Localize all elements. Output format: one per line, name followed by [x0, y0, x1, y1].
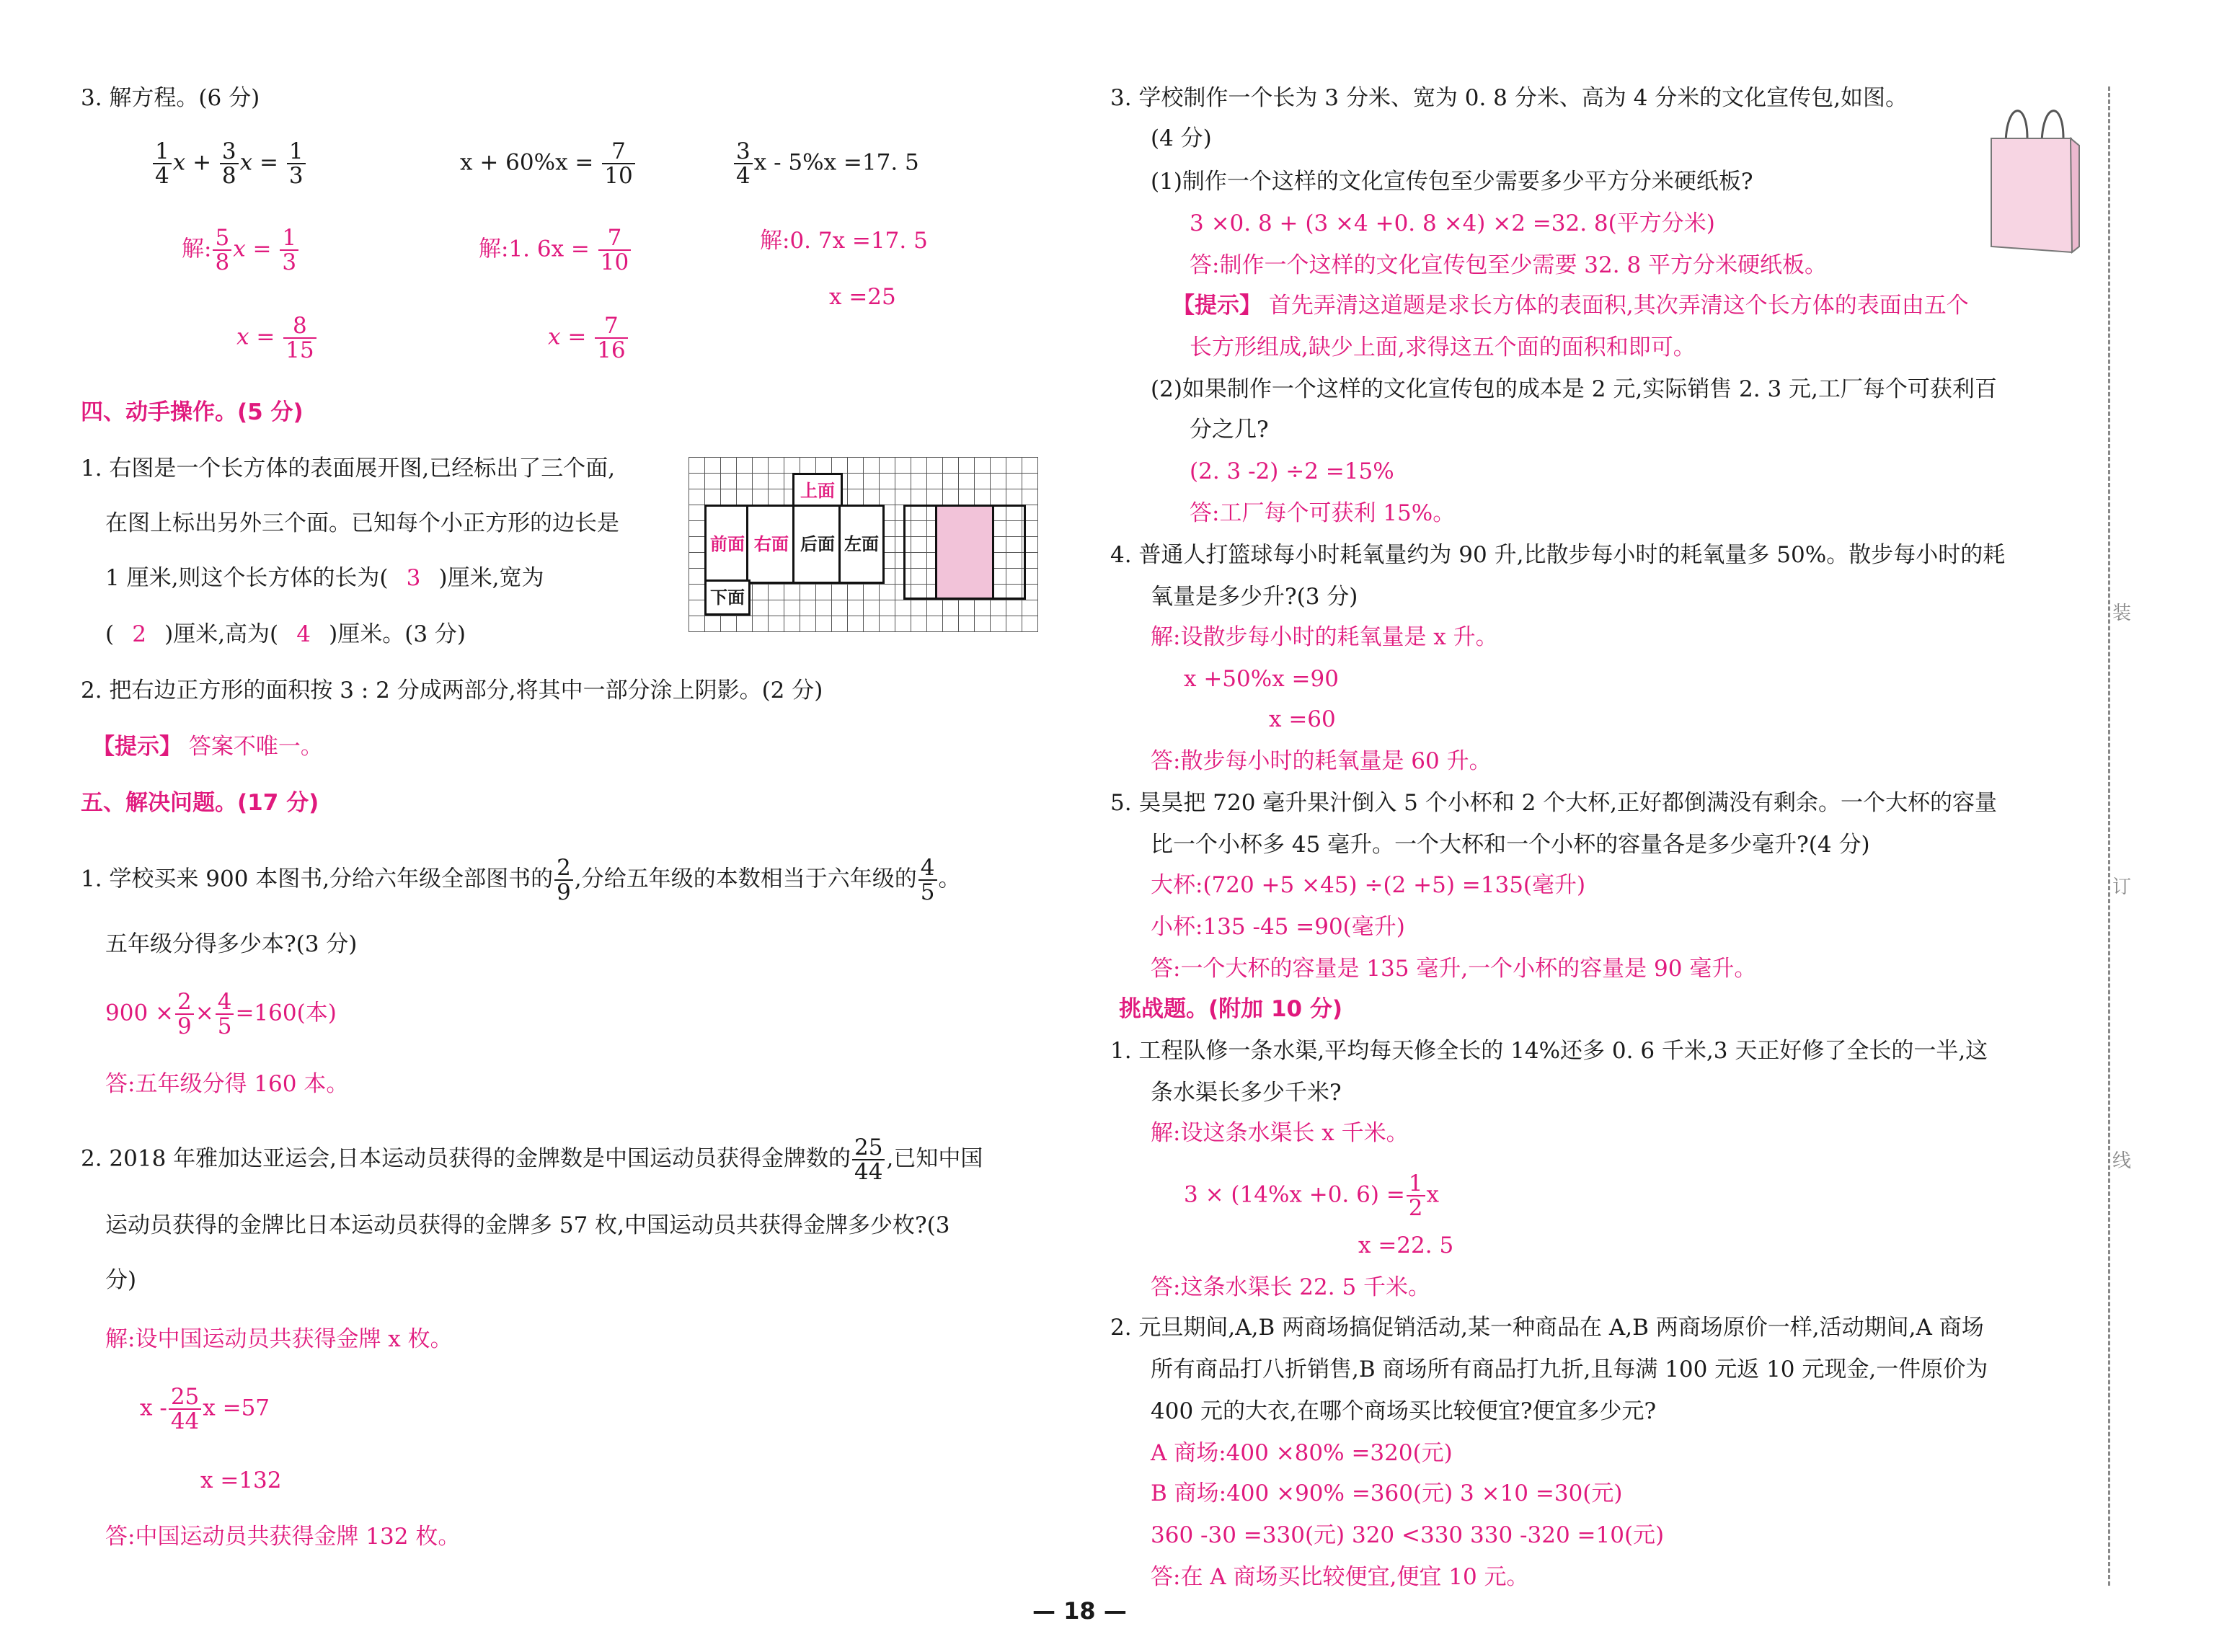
- net-face-back: 后面: [792, 505, 843, 584]
- answer-height: 4: [296, 621, 311, 647]
- q5-2-solution-3: x =132: [200, 1467, 282, 1493]
- q4-2-tip: 【提示】 答案不唯一。: [92, 734, 323, 760]
- q4-1-line-1: 1. 右图是一个长方体的表面展开图,已经标出了三个面,: [81, 456, 616, 481]
- r-q3-line-2: (4 分): [1151, 125, 1212, 151]
- shopping-bag-illustration: [1984, 95, 2085, 254]
- q5-2-line-1: 2. 2018 年雅加达亚运会,日本运动员获得的金牌数是中国运动员获得金牌数的 $\frac{25}{44}$ ,已知中国: [81, 1134, 983, 1185]
- q5-2-line-3: 分): [105, 1267, 137, 1293]
- q5-1-line-1: 1. 学校买来 900 本图书,分给六年级全部图书的 $\frac{2}{9}$ ,分给五年级的本数相当于六年级的 $\frac{4}{5}$ 。: [81, 855, 961, 905]
- c1-solution-2: 3 × (14%x +0. 6) = $\frac{1}{2}$ x: [1184, 1171, 1440, 1221]
- equation-2: x + 60%x = $\frac{7}{10}$: [460, 140, 637, 187]
- r-q5-solution-1: 大杯:(720 +5 ×45) ÷(2 +5) =135(毫升): [1151, 872, 1586, 898]
- r-q3-2-solution: (2. 3 -2) ÷2 =15%: [1190, 458, 1394, 484]
- q5-1-answer: 答:五年级分得 160 本。: [105, 1071, 349, 1097]
- c2-line-1: 2. 元旦期间,A,B 两商场搞促销活动,某一种商品在 A,B 两商场原价一样,活动期间,A 商场: [1110, 1315, 1984, 1341]
- shaded-part: [935, 505, 994, 600]
- r-q5-line-2: 比一个小杯多 45 毫升。一个大杯和一个小杯的容量各是多少毫升?(4 分): [1151, 832, 1870, 858]
- equation-1-step-1: 解: $\frac{5}{8}$ x = $\frac{1}{3}$: [182, 226, 300, 274]
- answer-width: 2: [132, 621, 146, 647]
- net-face-right: 右面: [746, 505, 797, 584]
- r-q3-1: (1)制作一个这样的文化宣传包至少需要多少平方分米硬纸板?: [1151, 169, 1753, 195]
- q5-2-line-2: 运动员获得的金牌比日本运动员获得的金牌多 57 枚,中国运动员共获得金牌多少枚?(3: [105, 1212, 950, 1238]
- r-q3-tip-line-1: 【提示】 首先弄清这道题是求长方体的表面积,其次弄清这个长方体的表面由五个: [1172, 293, 1969, 319]
- binding-dashed-line: [2108, 86, 2110, 1586]
- q5-1-line-2: 五年级分得多少本?(3 分): [105, 931, 358, 957]
- equation-3: $\frac{3}{4}$ x - 5%x =17. 5: [732, 140, 919, 187]
- page-number: — 18 —: [1032, 1597, 1127, 1625]
- r-q5-line-1: 5. 昊昊把 720 毫升果汁倒入 5 个小杯和 2 个大杯,正好都倒满没有剩余。一个大杯的容量: [1110, 790, 1998, 816]
- c2-line-3: 400 元的大衣,在哪个商场买比较便宜?便宜多少元?: [1151, 1398, 1657, 1424]
- c2-line-2: 所有商品打八折销售,B 商场所有商品打九折,且每满 100 元返 10 元现金,一件原价为: [1151, 1356, 1988, 1382]
- equation-3-step-1: 解:0. 7x =17. 5: [760, 228, 928, 254]
- net-face-top: 上面: [792, 473, 843, 509]
- r-q3-1-answer: 答:制作一个这样的文化宣传包至少需要 32. 8 平方分米硬纸板。: [1190, 252, 1828, 278]
- binding-label-2: 订: [2112, 876, 2132, 898]
- r-q3-line-1: 3. 学校制作一个长为 3 分米、宽为 0. 8 分米、高为 4 分米的文化宣传包,如图。: [1110, 85, 1908, 111]
- c1-solution-1: 解:设这条水渠长 x 千米。: [1151, 1120, 1409, 1146]
- c1-solution-3: x =22. 5: [1358, 1233, 1454, 1258]
- r-q4-solution-1: 解:设散步每小时的耗氧量是 x 升。: [1151, 624, 1498, 650]
- equation-3-step-2: x =25: [829, 284, 896, 310]
- equation-2-step-2: x = $\frac{7}{16}$: [548, 314, 629, 362]
- q3-title: 3. 解方程。(6 分): [81, 85, 260, 111]
- equation-2-step-1: 解:1. 6x = $\frac{7}{10}$: [479, 226, 632, 274]
- q5-1-solution: 900 × $\frac{2}{9}$ × $\frac{4}{5}$ =160(本): [105, 989, 337, 1039]
- q4-1-line-4: ( 2 )厘米,高为( 4 )厘米。(3 分): [105, 621, 466, 647]
- c2-solution-2: B 商场:400 ×90% =360(元) 3 ×10 =30(元): [1151, 1480, 1623, 1506]
- q4-2: 2. 把右边正方形的面积按 3 : 2 分成两部分,将其中一部分涂上阴影。(2 分): [81, 678, 823, 703]
- equation-1: $\frac{1}{4}$ x + $\frac{3}{8}$ x = $\frac{1}{3}$: [151, 140, 307, 187]
- r-q5-answer: 答:一个大杯的容量是 135 毫升,一个小杯的容量是 90 毫升。: [1151, 956, 1757, 982]
- equation-1-step-2: x = $\frac{8}{15}$: [236, 314, 318, 362]
- q5-2-solution-2: x - $\frac{25}{44}$ x =57: [140, 1384, 270, 1434]
- r-q3-2-line-1: (2)如果制作一个这样的文化宣传包的成本是 2 元,实际销售 2. 3 元,工厂每个可获利百: [1151, 376, 1997, 402]
- r-q4-solution-3: x =60: [1269, 706, 1336, 732]
- q4-1-line-3: 1 厘米,则这个长方体的长为( 3 )厘米,宽为: [105, 565, 544, 591]
- r-q4-solution-2: x +50%x =90: [1184, 666, 1339, 692]
- section-5-title: 五、解决问题。(17 分): [81, 790, 319, 816]
- r-q3-2-answer: 答:工厂每个可获利 15%。: [1190, 500, 1456, 526]
- r-q3-1-solution: 3 ×0. 8 + (3 ×4 +0. 8 ×4) ×2 =32. 8(平方分米): [1190, 210, 1715, 236]
- c1-line-1: 1. 工程队修一条水渠,平均每天修全长的 14%还多 0. 6 千米,3 天正好修了全长的一半,这: [1110, 1038, 1988, 1064]
- r-q4-line-2: 氧量是多少升?(3 分): [1151, 584, 1358, 610]
- r-q3-2-line-2: 分之几?: [1190, 417, 1269, 443]
- q5-2-solution-1: 解:设中国运动员共获得金牌 x 枚。: [105, 1326, 453, 1352]
- r-q3-tip-line-2: 长方形组成,缺少上面,求得这五个面的面积和即可。: [1190, 334, 1696, 360]
- c2-solution-1: A 商场:400 ×80% =320(元): [1151, 1440, 1453, 1466]
- net-face-left: 左面: [838, 505, 885, 584]
- q4-1-line-2: 在图上标出另外三个面。已知每个小正方形的边长是: [105, 510, 619, 536]
- r-q5-solution-2: 小杯:135 -45 =90(毫升): [1151, 914, 1405, 940]
- binding-label-1: 装: [2112, 603, 2132, 624]
- challenge-title: 挑战题。(附加 10 分): [1119, 996, 1343, 1022]
- section-4-title: 四、动手操作。(5 分): [81, 399, 304, 425]
- q5-2-answer: 答:中国运动员共获得金牌 132 枚。: [105, 1524, 461, 1550]
- answer-length: 3: [406, 565, 421, 591]
- r-q4-answer: 答:散步每小时的耗氧量是 60 升。: [1151, 748, 1492, 774]
- net-face-front: 前面: [704, 505, 751, 584]
- c2-answer: 答:在 A 商场买比较便宜,便宜 10 元。: [1151, 1564, 1529, 1590]
- binding-label-3: 线: [2112, 1150, 2132, 1172]
- net-face-bottom: 下面: [704, 579, 751, 616]
- c1-answer: 答:这条水渠长 22. 5 千米。: [1151, 1274, 1431, 1300]
- c1-line-2: 条水渠长多少千米?: [1151, 1080, 1342, 1106]
- c2-solution-3: 360 -30 =330(元) 320 <330 330 -320 =10(元): [1151, 1522, 1665, 1548]
- r-q4-line-1: 4. 普通人打篮球每小时耗氧量约为 90 升,比散步每小时的耗氧量多 50%。散步每小时的耗: [1110, 542, 2006, 568]
